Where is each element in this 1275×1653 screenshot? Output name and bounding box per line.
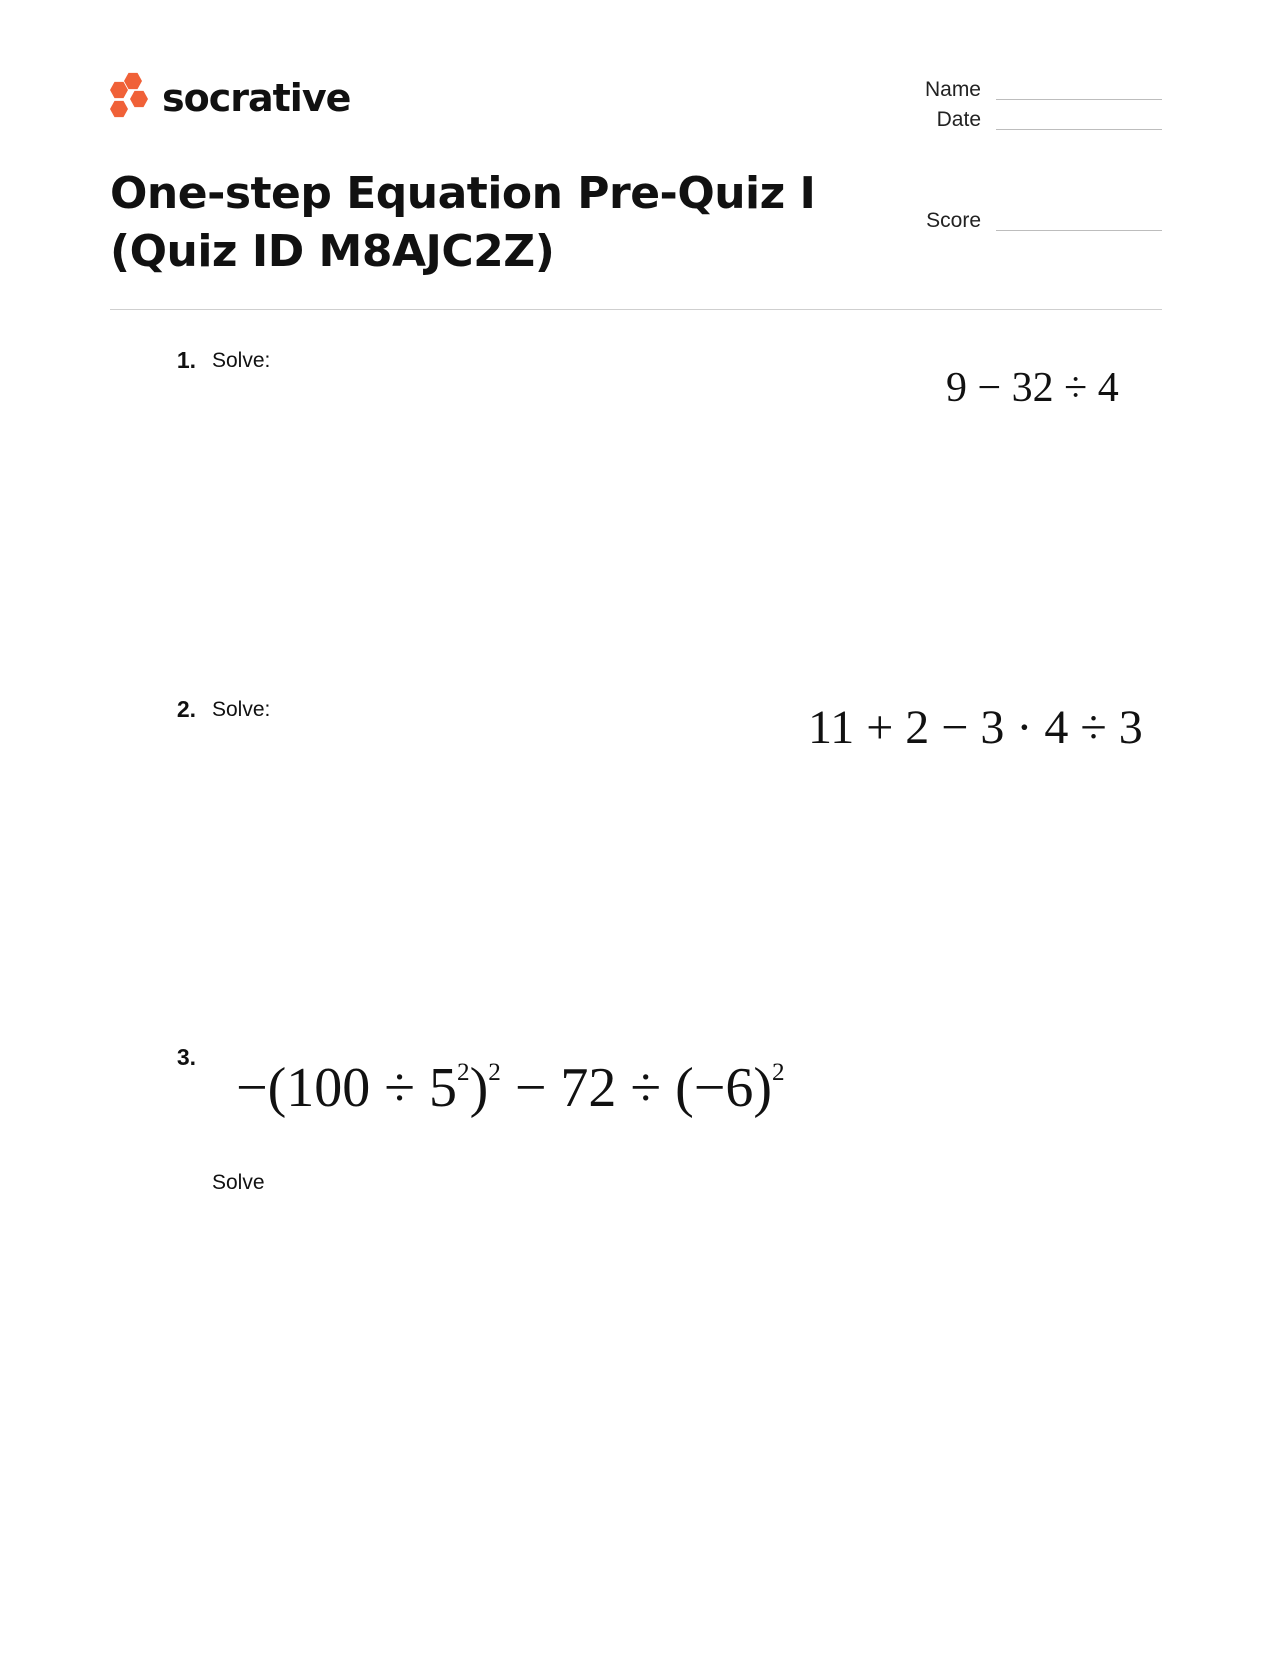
question-expression: 11 + 2 − 3 · 4 ÷ 3 — [808, 701, 1143, 754]
exponent: 2 — [488, 1058, 501, 1086]
question-expression — [236, 1056, 785, 1120]
score-label: Score — [926, 209, 981, 232]
question-prompt: Solve — [212, 1171, 265, 1194]
socrative-logo — [110, 72, 350, 124]
question-expression: 9 − 32 ÷ 4 — [946, 365, 1119, 411]
title-line-1: One-step Equation Pre-Quiz I — [110, 168, 816, 219]
page-title — [110, 165, 830, 281]
socrative-hexagon-icon — [110, 72, 150, 124]
brand-name: socrative — [162, 76, 351, 120]
date-label: Date — [936, 108, 981, 131]
name-field[interactable] — [996, 99, 1162, 100]
title-line-2: (Quiz ID M8AJC2Z) — [110, 226, 555, 277]
score-field[interactable] — [996, 230, 1162, 231]
question-prompt: Solve: — [212, 349, 271, 372]
expression-part: ) — [469, 1057, 489, 1119]
question-prompt: Solve: — [212, 698, 271, 721]
date-field[interactable] — [996, 129, 1162, 130]
exponent: 2 — [456, 1058, 470, 1086]
header-divider — [110, 309, 1162, 310]
exponent: 2 — [772, 1058, 785, 1086]
expression-part: − 72 ÷ (−6) — [500, 1057, 773, 1119]
name-label: Name — [924, 78, 981, 101]
question-number: 2. — [176, 696, 196, 722]
question-number: 3. — [176, 1044, 196, 1070]
question-number: 1. — [176, 347, 196, 373]
expression-part: −(100 ÷ 5 — [236, 1057, 457, 1119]
